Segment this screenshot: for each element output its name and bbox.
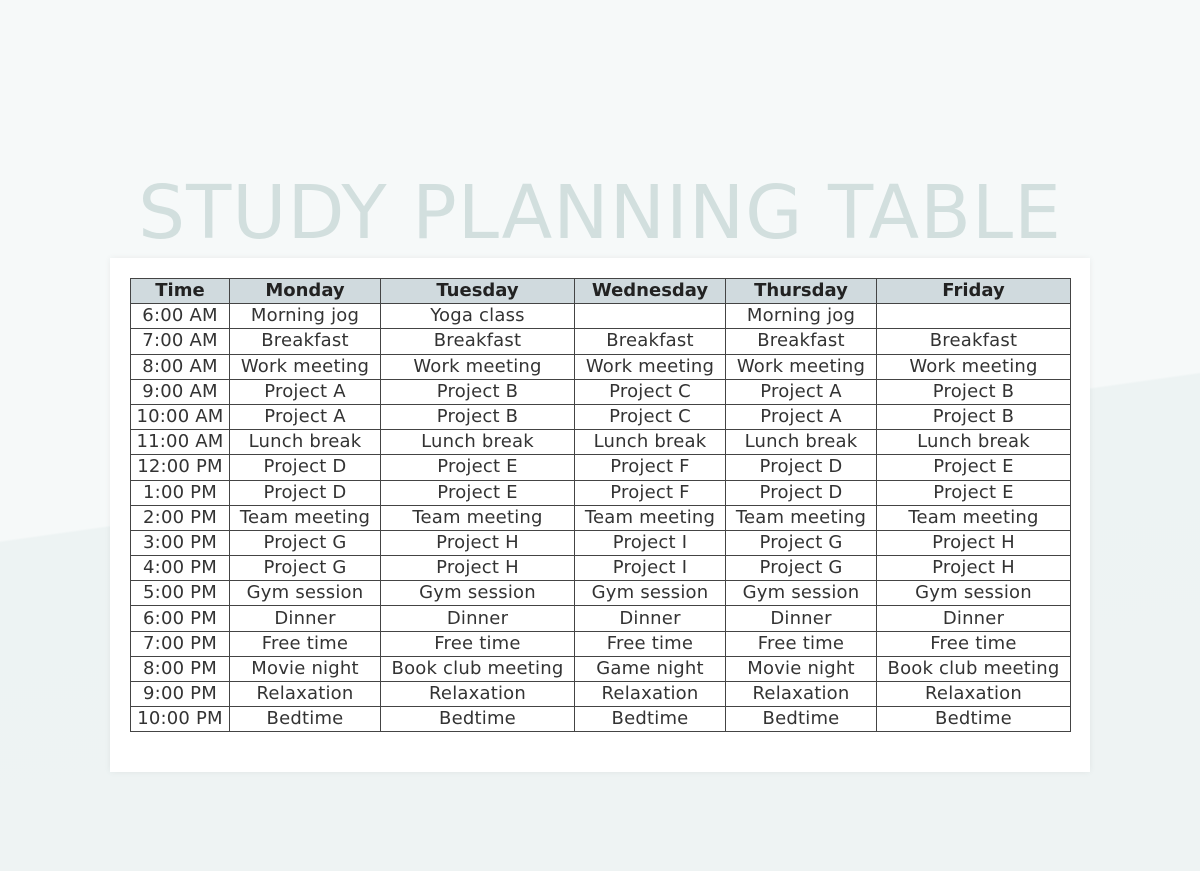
column-header-monday: Monday [230,279,381,304]
table-row [131,606,1071,631]
cell-monday: Relaxation [230,682,381,707]
cell-wednesday: Team meeting [575,505,726,530]
cell-time: 9:00 AM [131,379,230,404]
cell-friday: Work meeting [877,354,1071,379]
cell-tuesday: Lunch break [381,430,575,455]
cell-tuesday: Relaxation [381,682,575,707]
cell-friday [877,304,1071,329]
cell-time: 10:00 AM [131,404,230,429]
cell-wednesday: Project F [575,480,726,505]
cell-wednesday: Work meeting [575,354,726,379]
cell-tuesday: Dinner [381,606,575,631]
cell-friday: Gym session [877,581,1071,606]
cell-monday: Team meeting [230,505,381,530]
cell-thursday: Movie night [726,656,877,681]
cell-wednesday: Game night [575,656,726,681]
cell-monday: Bedtime [230,707,381,732]
cell-tuesday: Work meeting [381,354,575,379]
cell-tuesday: Project H [381,556,575,581]
cell-wednesday: Relaxation [575,682,726,707]
cell-time: 9:00 PM [131,682,230,707]
cell-wednesday: Project I [575,556,726,581]
cell-time: 8:00 PM [131,656,230,681]
cell-time: 1:00 PM [131,480,230,505]
cell-monday: Project G [230,530,381,555]
cell-friday: Project B [877,379,1071,404]
cell-tuesday: Project H [381,530,575,555]
cell-time: 2:00 PM [131,505,230,530]
cell-tuesday: Project E [381,480,575,505]
table-row [131,505,1071,530]
cell-friday: Project H [877,530,1071,555]
table-row [131,379,1071,404]
cell-friday: Project H [877,556,1071,581]
cell-thursday: Relaxation [726,682,877,707]
cell-monday: Movie night [230,656,381,681]
cell-wednesday: Breakfast [575,329,726,354]
table-row [131,329,1071,354]
cell-wednesday: Bedtime [575,707,726,732]
cell-friday: Team meeting [877,505,1071,530]
cell-friday: Bedtime [877,707,1071,732]
cell-thursday: Project G [726,530,877,555]
table-row [131,530,1071,555]
cell-wednesday: Free time [575,631,726,656]
table-row [131,581,1071,606]
cell-monday: Project D [230,480,381,505]
cell-tuesday: Breakfast [381,329,575,354]
cell-thursday: Project D [726,455,877,480]
column-header-tuesday: Tuesday [381,279,575,304]
cell-wednesday [575,304,726,329]
cell-thursday: Breakfast [726,329,877,354]
cell-thursday: Bedtime [726,707,877,732]
cell-wednesday: Project F [575,455,726,480]
cell-friday: Book club meeting [877,656,1071,681]
table-row [131,631,1071,656]
cell-thursday: Project G [726,556,877,581]
cell-monday: Project A [230,379,381,404]
cell-thursday: Project D [726,480,877,505]
table-row [131,480,1071,505]
cell-wednesday: Gym session [575,581,726,606]
cell-tuesday: Book club meeting [381,656,575,681]
column-header-thursday: Thursday [726,279,877,304]
cell-thursday: Lunch break [726,430,877,455]
table-row [131,404,1071,429]
cell-monday: Project G [230,556,381,581]
cell-wednesday: Lunch break [575,430,726,455]
table-row [131,556,1071,581]
cell-monday: Free time [230,631,381,656]
cell-time: 7:00 AM [131,329,230,354]
cell-tuesday: Team meeting [381,505,575,530]
cell-friday: Project E [877,480,1071,505]
cell-monday: Project D [230,455,381,480]
cell-monday: Project A [230,404,381,429]
cell-tuesday: Gym session [381,581,575,606]
column-header-friday: Friday [877,279,1071,304]
cell-thursday: Team meeting [726,505,877,530]
cell-time: 6:00 PM [131,606,230,631]
cell-thursday: Dinner [726,606,877,631]
table-row [131,656,1071,681]
cell-monday: Work meeting [230,354,381,379]
cell-friday: Free time [877,631,1071,656]
cell-thursday: Project A [726,379,877,404]
cell-time: 5:00 PM [131,581,230,606]
cell-monday: Breakfast [230,329,381,354]
cell-monday: Dinner [230,606,381,631]
table-row [131,707,1071,732]
cell-wednesday: Project I [575,530,726,555]
cell-friday: Lunch break [877,430,1071,455]
table-row [131,354,1071,379]
cell-time: 11:00 AM [131,430,230,455]
cell-time: 8:00 AM [131,354,230,379]
table-header-row [131,279,1071,304]
column-header-time: Time [131,279,230,304]
cell-time: 3:00 PM [131,530,230,555]
cell-friday: Dinner [877,606,1071,631]
cell-tuesday: Free time [381,631,575,656]
cell-time: 12:00 PM [131,455,230,480]
cell-thursday: Free time [726,631,877,656]
cell-time: 4:00 PM [131,556,230,581]
cell-tuesday: Yoga class [381,304,575,329]
cell-time: 10:00 PM [131,707,230,732]
cell-friday: Relaxation [877,682,1071,707]
table-row [131,430,1071,455]
column-header-wednesday: Wednesday [575,279,726,304]
cell-tuesday: Bedtime [381,707,575,732]
table-body [131,304,1071,732]
cell-wednesday: Project C [575,404,726,429]
cell-thursday: Work meeting [726,354,877,379]
cell-wednesday: Project C [575,379,726,404]
cell-time: 6:00 AM [131,304,230,329]
cell-time: 7:00 PM [131,631,230,656]
cell-tuesday: Project B [381,404,575,429]
cell-wednesday: Dinner [575,606,726,631]
table-row [131,304,1071,329]
cell-thursday: Project A [726,404,877,429]
table-row [131,682,1071,707]
cell-friday: Project B [877,404,1071,429]
cell-monday: Lunch break [230,430,381,455]
cell-tuesday: Project E [381,455,575,480]
cell-friday: Project E [877,455,1071,480]
cell-tuesday: Project B [381,379,575,404]
cell-thursday: Morning jog [726,304,877,329]
schedule-table [130,278,1071,732]
cell-thursday: Gym session [726,581,877,606]
page-title: STUDY PLANNING TABLE [138,169,1062,256]
cell-monday: Morning jog [230,304,381,329]
table-row [131,455,1071,480]
cell-friday: Breakfast [877,329,1071,354]
cell-monday: Gym session [230,581,381,606]
